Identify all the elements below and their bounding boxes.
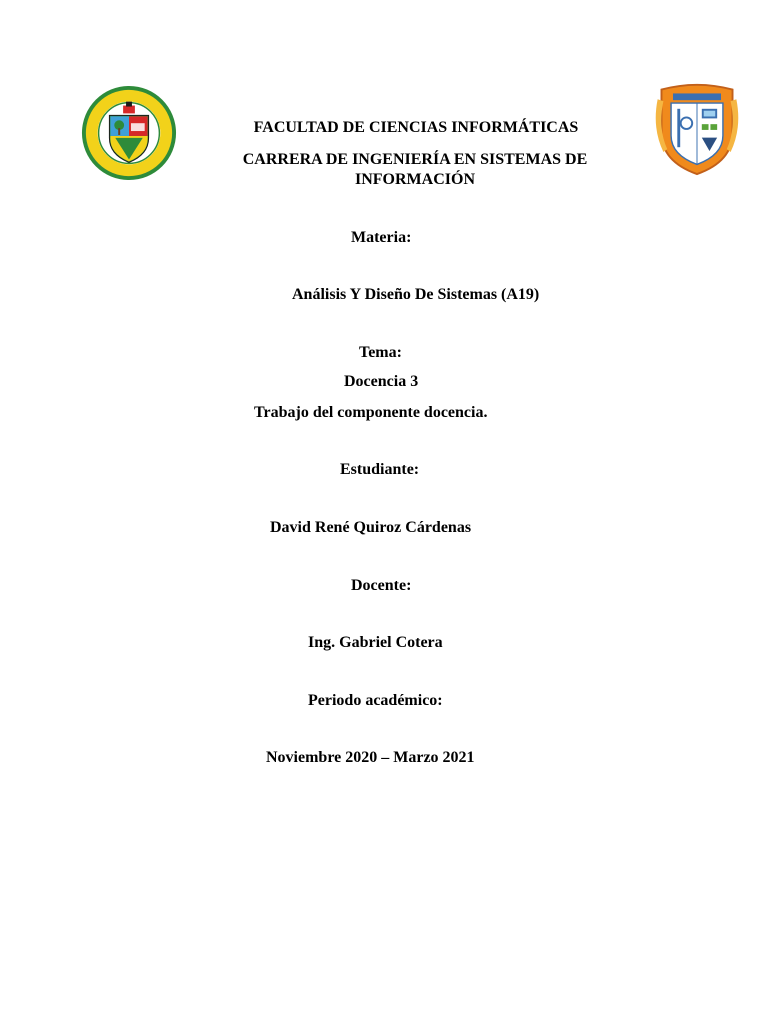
student-name: David René Quiroz Cárdenas [270, 519, 472, 536]
topic-value-line2: Trabajo del componente docencia. [254, 404, 488, 421]
period-value: Noviembre 2020 – Marzo 2021 [266, 749, 475, 766]
faculty-title: FACULTAD DE CIENCIAS INFORMÁTICAS [253, 119, 579, 136]
topic-label: Tema: [359, 344, 402, 361]
career-title-line1: CARRERA DE INGENIERÍA EN SISTEMAS DE [242, 151, 588, 168]
period-label: Periodo académico: [308, 692, 443, 709]
teacher-label: Docente: [351, 577, 412, 594]
subject-label: Materia: [351, 229, 412, 246]
student-label: Estudiante: [340, 461, 420, 478]
subject-value: Análisis Y Diseño De Sistemas (A19) [292, 286, 540, 303]
topic-value-line1: Docencia 3 [344, 373, 419, 390]
career-title-line2: INFORMACIÓN [355, 171, 475, 188]
teacher-name: Ing. Gabriel Cotera [308, 634, 443, 651]
